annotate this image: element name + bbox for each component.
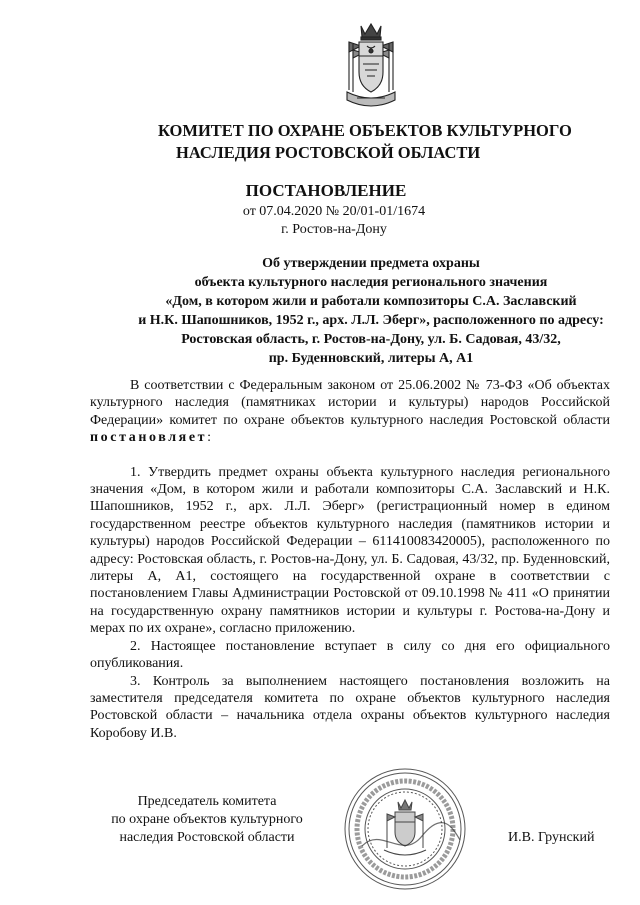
signatory-name: И.В. Грунский: [508, 830, 595, 845]
subject-line: Об утверждении предмета охраны: [262, 256, 480, 271]
subject-line: пр. Буденновский, литеры А, А1: [268, 351, 474, 366]
signatory-title-line1: Председатель комитета: [137, 794, 277, 809]
item-3-paragraph: 3. Контроль за выполнением настоящего постановления возложить на заместителя председателя комитета по охране объектов культурного наследия Ростовской области – начальника отдела охраны объектов культурного наследия Коробову И.В.: [90, 673, 610, 741]
item-1-paragraph: 1. Утвердить предмет охраны объекта культурного наследия регионального значения «Дом, в котором жили и работали композиторы С.А. Заславский и Н.К. Шапошников, 1952 г., арх. Л.Л. Эберг» (регистрационный номер в едином государственном реестре объектов культурного наследия (памятников истории и культуры) народов Российской Федерации – 611410083420005), расположенного по адресу: Ростовская область, г. Ростов-на-Дону, ул. Б. Садовая, 43/32, пр. Буденновский, литеры А, А1, состоящего на государственной охране в соответствии с постановлением Главы Администрации Ростовской от 09.10.1998 № 411 «О принятии на государственную охрану памятников истории и культуры г. Ростова-на-Дону и мерах по их охране», согласно приложению.: [90, 464, 610, 637]
document-date-number: от 07.04.2020 № 20/01-01/1674: [242, 204, 426, 219]
preamble-text: В соответствии с Федеральным законом от 25.06.2002 № 73-ФЗ «Об объектах культурного наследия (памятниках истории и культуры) народов Российской Федерации» комитет по охране объектов культурного наследия Ростовской области: [90, 378, 610, 428]
committee-name: [120, 120, 640, 164]
committee-name-line1: КОМИТЕТ ПО ОХРАНЕ ОБЪЕКТОВ КУЛЬТУРНОГО: [158, 121, 572, 140]
coat-of-arms-icon: [339, 20, 403, 114]
item-2-paragraph: 2. Настоящее постановление вступает в силу со дня его официального опубликования.: [90, 638, 610, 672]
subject-line: объекта культурного наследия регионального значения: [194, 275, 548, 290]
subject-line: «Дом, в котором жили и работали композиторы С.А. Заславский: [165, 294, 577, 309]
subject-line: Ростовская область, г. Ростов-на-Дону, ул. Б. Садовая, 43/32,: [181, 332, 561, 347]
preamble-end: :: [207, 430, 212, 446]
document-type-title: ПОСТАНОВЛЕНИЕ: [245, 181, 407, 200]
committee-name-line2: НАСЛЕДИЯ РОСТОВСКОЙ ОБЛАСТИ: [176, 143, 481, 162]
document-subject: [110, 254, 632, 368]
signatory-title-line2: по охране объектов культурного: [111, 812, 303, 827]
subject-line: и Н.К. Шапошников, 1952 г., арх. Л.Л. Эберг», расположенного по адресу:: [138, 313, 604, 328]
signatory-title: [92, 793, 322, 847]
official-seal-icon: [342, 766, 468, 892]
document-city: г. Ростов-на-Дону: [281, 222, 387, 237]
decree-word: постановляет: [90, 430, 208, 446]
document-body: [90, 377, 610, 742]
preamble-paragraph: [90, 377, 610, 447]
signatory-title-line3: наследия Ростовской области: [119, 830, 295, 845]
